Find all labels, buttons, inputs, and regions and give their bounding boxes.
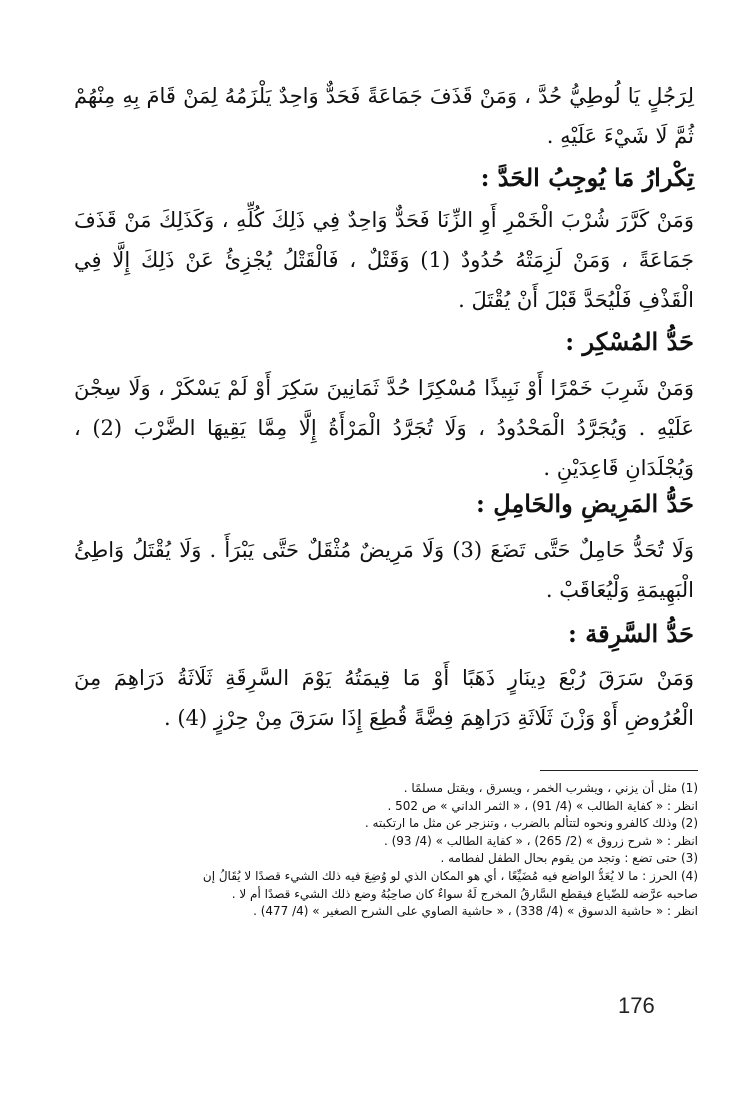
footnote-line: انظر : « كفاية الطالب » (4/ 91) ، « الثمر الداني » ص 502 . [387,798,698,813]
paragraph-liwat: لِرَجُلٍ يَا لُوطِيُّ حُدَّ ، وَمَنْ قَذَفَ جَمَاعَةً فَحَدٌّ وَاحِدٌ يَلْزَمُهُ لِمَنْ قَامَ بِهِ مِنْهُمْ ثُمَّ لَا شَيْءَ عَلَيْهِ . [74,84,694,148]
footnote-line: (4) الحرز : ما لا يُعَدُّ الواضع فيه مُضَيِّعًا ، أي هو المكان الذي لو وُضِعَ فيه ذلك الشيء قصدًا لا يُقَالُ إن [202,868,698,883]
footnote-line: انظر : « شرح زروق » (2/ 265) ، « كفاية الطالب » (4/ 93) . [383,833,698,848]
heading-intoxicant: حَدُّ المُسْكِر : [565,327,694,356]
paragraph-intoxicant: وَمَنْ شَرِبَ خَمْرًا أَوْ نَبِيذًا مُسْكِرًا حُدَّ ثَمَانِينَ سَكِرَ أَوْ لَمْ يَسْكَرْ ، وَلَا سِجْنَ عَلَيْهِ . وَيُجَرَّدُ الْمَحْدُودُ ، وَلَا تُجَرَّدُ الْمَرْأَةُ إِلَّا مِمَّا يَقِيهَا الضَّرْبَ (2) ، وَيُجْلَدَانِ قَاعِدَيْنِ . [74,376,694,480]
paragraph-theft: وَمَنْ سَرَقَ رُبْعَ دِينَارٍ ذَهَبًا أَوْ مَا قِيمَتُهُ يَوْمَ السَّرِقَةِ ثَلَاثَةُ دَرَاهِمَ مِنَ الْعُرُوضِ أَوْ وَزْنَ ثَلَاثَةِ دَرَاهِمَ فِضَّةً قُطِعَ إِذَا سَرَقَ مِنْ حِرْزٍ (4) . [74,666,694,730]
footnote-divider [540,770,698,771]
paragraph-repetition: وَمَنْ كَرَّرَ شُرْبَ الْخَمْرِ أَوِ الزِّنَا فَحَدٌّ وَاحِدٌ فِي ذَلِكَ كُلِّهِ ، وَكَذَلِكَ مَنْ قَذَفَ جَمَاعَةً ، وَمَنْ لَزِمَتْهُ حُدُودٌ (1) وَقَتْلٌ ، فَالْقَتْلُ يُجْزِئُ عَنْ ذَلِكَ إِلَّا فِي الْقَذْفِ فَلْيُحَدَّ قَبْلَ أَنْ يُقْتَلَ . [74,208,694,312]
heading-sick-pregnant: حَدُّ المَرِيضِ والحَامِلِ : [476,489,694,518]
heading-repetition: تِكْرارُ مَا يُوجِبُ الحَدَّ : [480,163,694,192]
footnote-line: صاحبه عرَّضه للضّياع فيقطع السَّارقُ المخرج لَهُ سواءٌ كان صاحِبُهُ وضع ذلك الشيء قصدًا أم لا . [231,886,698,901]
page-number: 176 [618,993,655,1018]
footnote-line: (3) حتى تضع : وتجد من يقوم بحال الطفل لفطامه . [440,851,698,866]
footnote-line: (1) مثل أن يزني ، ويشرب الخمر ، ويسرق ، ويقتل مسلمًا . [403,781,698,795]
footnote-line: انظر : « حاشية الدسوق » (4/ 338) ، « حاشية الصاوي على الشرح الصغير » (4/ 477) . [253,904,698,919]
footnotes [70,780,698,921]
footnote-line: (2) وذلك كالفرو ونحوه لتتألم بالضرب ، وتنزجر عن مثل ما ارتكبته . [364,816,698,831]
heading-theft: حَدُّ السَّرِقة : [568,619,694,648]
paragraph-sick-pregnant: وَلَا تُحَدُّ حَامِلٌ حَتَّى تَضَعَ (3) وَلَا مَرِيضٌ مُثْقَلٌ حَتَّى يَبْرَأَ . وَلَا يُقْتَلُ وَاطِئُ الْبَهِيمَةِ وَلْيُعَاقَبْ . [74,538,695,602]
